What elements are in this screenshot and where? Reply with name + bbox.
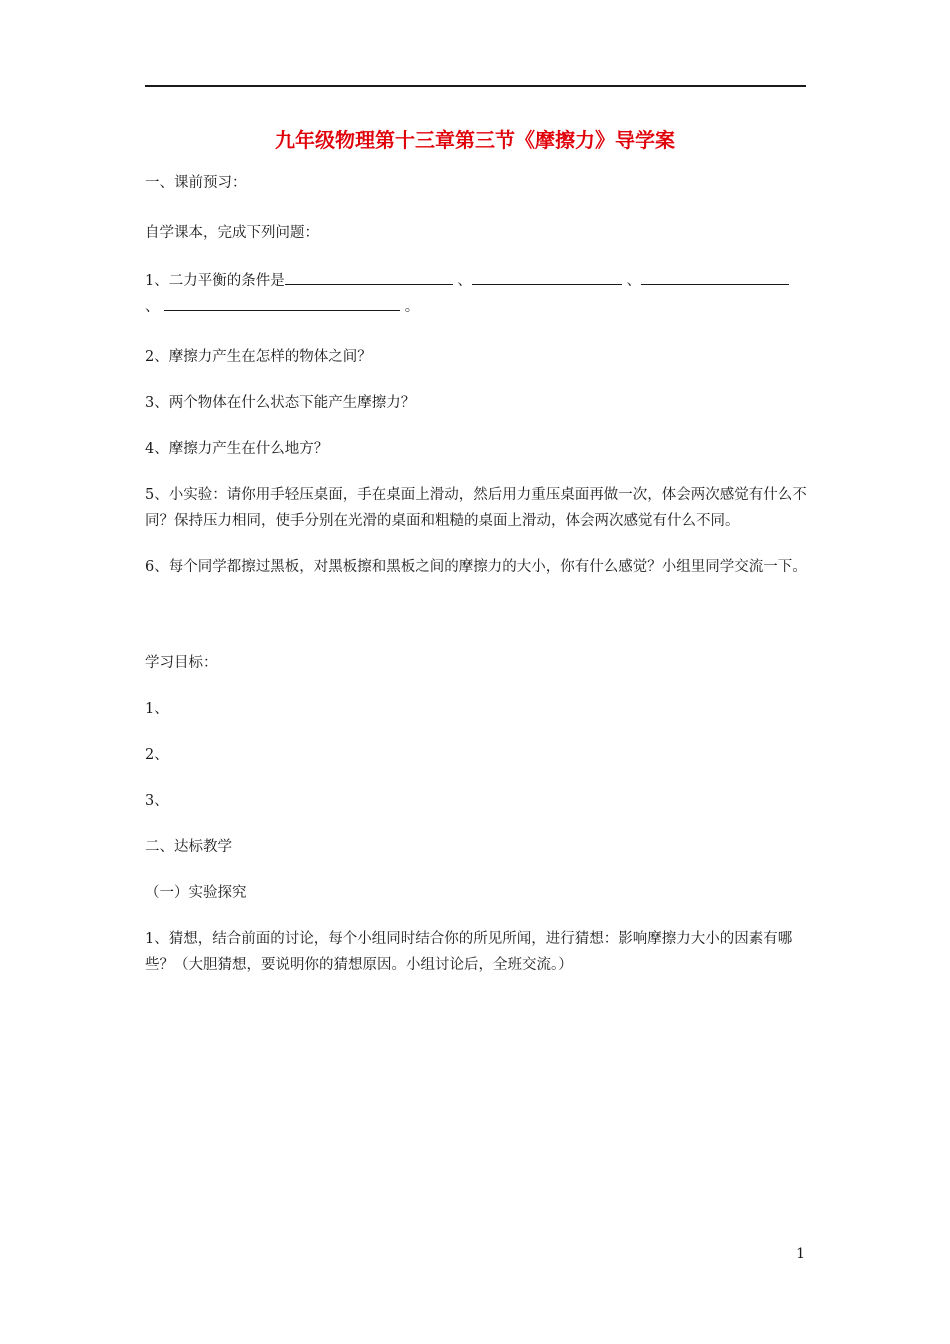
header-rule bbox=[145, 85, 806, 87]
separator-1: 、 bbox=[457, 273, 472, 289]
question-5: 5、小实验：请你用手轻压桌面，手在桌面上滑动，然后用力重压桌面再做一次，体会两次感觉有什么不同？保持压力相同，使手分别在光滑的桌面和粗糙的桌面上滑动，体会两次感觉有什么不同。 bbox=[145, 487, 807, 529]
goal-item-1: 1、 bbox=[145, 701, 169, 717]
question-2: 2、摩擦力产生在怎样的物体之间？ bbox=[145, 349, 372, 365]
goals-heading: 学习目标： bbox=[145, 655, 218, 671]
question-1-end: 。 bbox=[404, 299, 420, 315]
answer-blank-2[interactable] bbox=[472, 268, 622, 285]
document-title: 九年级物理第十三章第三节《摩擦力》导学案 bbox=[275, 128, 675, 152]
question-3: 3、两个物体在什么状态下能产生摩擦力？ bbox=[145, 395, 416, 411]
goal-item-2: 2、 bbox=[145, 747, 169, 763]
answer-blank-3[interactable] bbox=[641, 268, 789, 285]
section-2-question-1: 1、猜想，结合前面的讨论，每个小组同时结合你的所见所闻，进行猜想：影响摩擦力大小的因素有哪些？（大胆猜想，要说明你的猜想原因。小组讨论后，全班交流。） bbox=[145, 931, 793, 973]
goal-item-3: 3、 bbox=[145, 793, 169, 809]
section-1-heading: 一、课前预习： bbox=[145, 175, 247, 191]
question-4: 4、摩擦力产生在什么地方？ bbox=[145, 441, 329, 457]
document-body bbox=[145, 170, 807, 978]
separator-3: 、 bbox=[145, 299, 160, 315]
answer-blank-4[interactable] bbox=[164, 294, 400, 311]
page-number: 1 bbox=[796, 1246, 805, 1262]
section-2-heading: 二、达标教学 bbox=[145, 839, 232, 855]
section-1-intro: 自学课本，完成下列问题： bbox=[145, 225, 319, 241]
separator-2: 、 bbox=[626, 273, 641, 289]
section-2-subheading: （一）实验探究 bbox=[145, 885, 247, 901]
answer-blank-1[interactable] bbox=[285, 268, 453, 285]
question-1 bbox=[145, 268, 807, 320]
question-1-text: 1、二力平衡的条件是 bbox=[145, 273, 285, 289]
question-6: 6、每个同学都擦过黑板，对黑板擦和黑板之间的摩擦力的大小，你有什么感觉？小组里同学交流一下。 bbox=[145, 559, 807, 575]
